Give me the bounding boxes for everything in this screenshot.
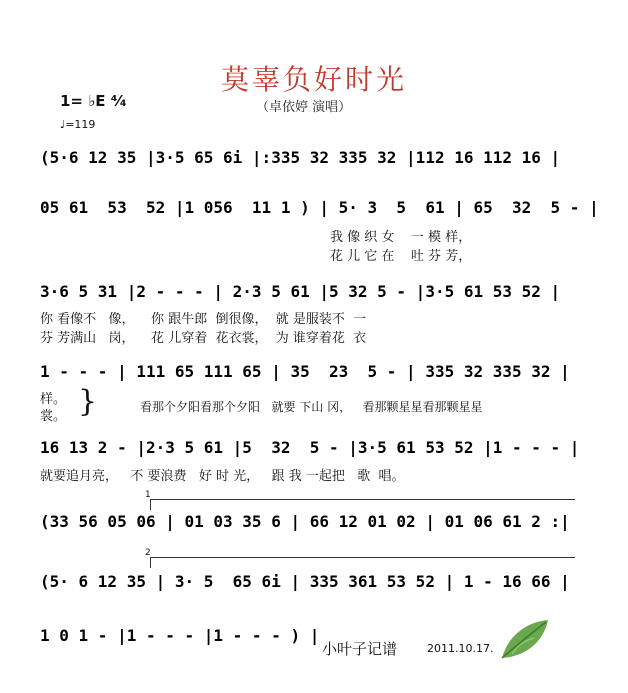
notation-row: 16 13 2 - |2·3 5 61 |5 32 5 - |3·5 61 53 52 |1 - - - | <box>40 438 580 457</box>
lyric-line: 我 像 织 女 一 模 样， <box>330 230 472 245</box>
lyric-line: 你 看像不 像， 你 跟牛郎 倒很像， 就 是服装不 一 <box>40 312 367 327</box>
notation-row: (5· 6 12 35 | 3· 5 65 6i | 335 361 53 52 | 1 - 16 66 | <box>40 572 570 591</box>
lyric-line: 花 儿 它 在 吐 芬 芳， <box>330 249 472 264</box>
singer-credit: （卓依婷 演唱） <box>256 100 352 115</box>
notation-row: (5·6 12 35 |3·5 65 6i |:335 32 335 32 |112 16 112 16 | <box>40 148 561 167</box>
refrain-lyric: 看那个夕阳看那个夕阳 就要 下山 冈， 看那颗星星看那颗星星 <box>140 400 483 414</box>
volta-bracket-2: 2 <box>150 557 575 568</box>
notation-row: (33 56 05 06 | 01 03 35 6 | 66 12 01 02 | 01 06 61 2 :| <box>40 512 570 531</box>
lyric-line: 芬 芳满山 岗， 花 儿穿着 花衣裳， 为 谁穿着花 衣 <box>40 331 367 346</box>
notation-row: 3·6 5 31 |2 - - - | 2·3 5 61 |5 32 5 - |3·5 61 53 52 | <box>40 282 561 301</box>
lyric-brace: } <box>78 384 98 419</box>
volta-bracket-1: 1 <box>150 499 575 510</box>
lyric-line: 就要追月亮， 不 要浪费 好 时 光， 跟 我 一起把 歌 唱。 <box>40 469 405 484</box>
transcription-date: 2011.10.17. <box>427 642 494 655</box>
lyric-line: 裳。 <box>40 409 67 424</box>
tempo-marking: ♩=119 <box>60 118 96 131</box>
notation-row: 1 - - - | 111 65 111 65 | 35 23 5 - | 335 32 335 32 | <box>40 362 570 381</box>
notation-row: 05 61 53 52 |1 056 11 1 ) | 5· 3 5 61 | 65 32 5 - | <box>40 198 599 217</box>
notation-row: 1 0 1 - |1 - - - |1 - - - ) | <box>40 626 320 645</box>
lyric-line: 样。 <box>40 392 67 407</box>
leaf-icon <box>498 616 552 662</box>
transcriber-name: 小叶子记谱 <box>322 640 398 658</box>
key-signature: 1= ♭E ⁴⁄₄ <box>60 92 127 110</box>
song-title: 莫辜负好时光 <box>220 63 407 96</box>
